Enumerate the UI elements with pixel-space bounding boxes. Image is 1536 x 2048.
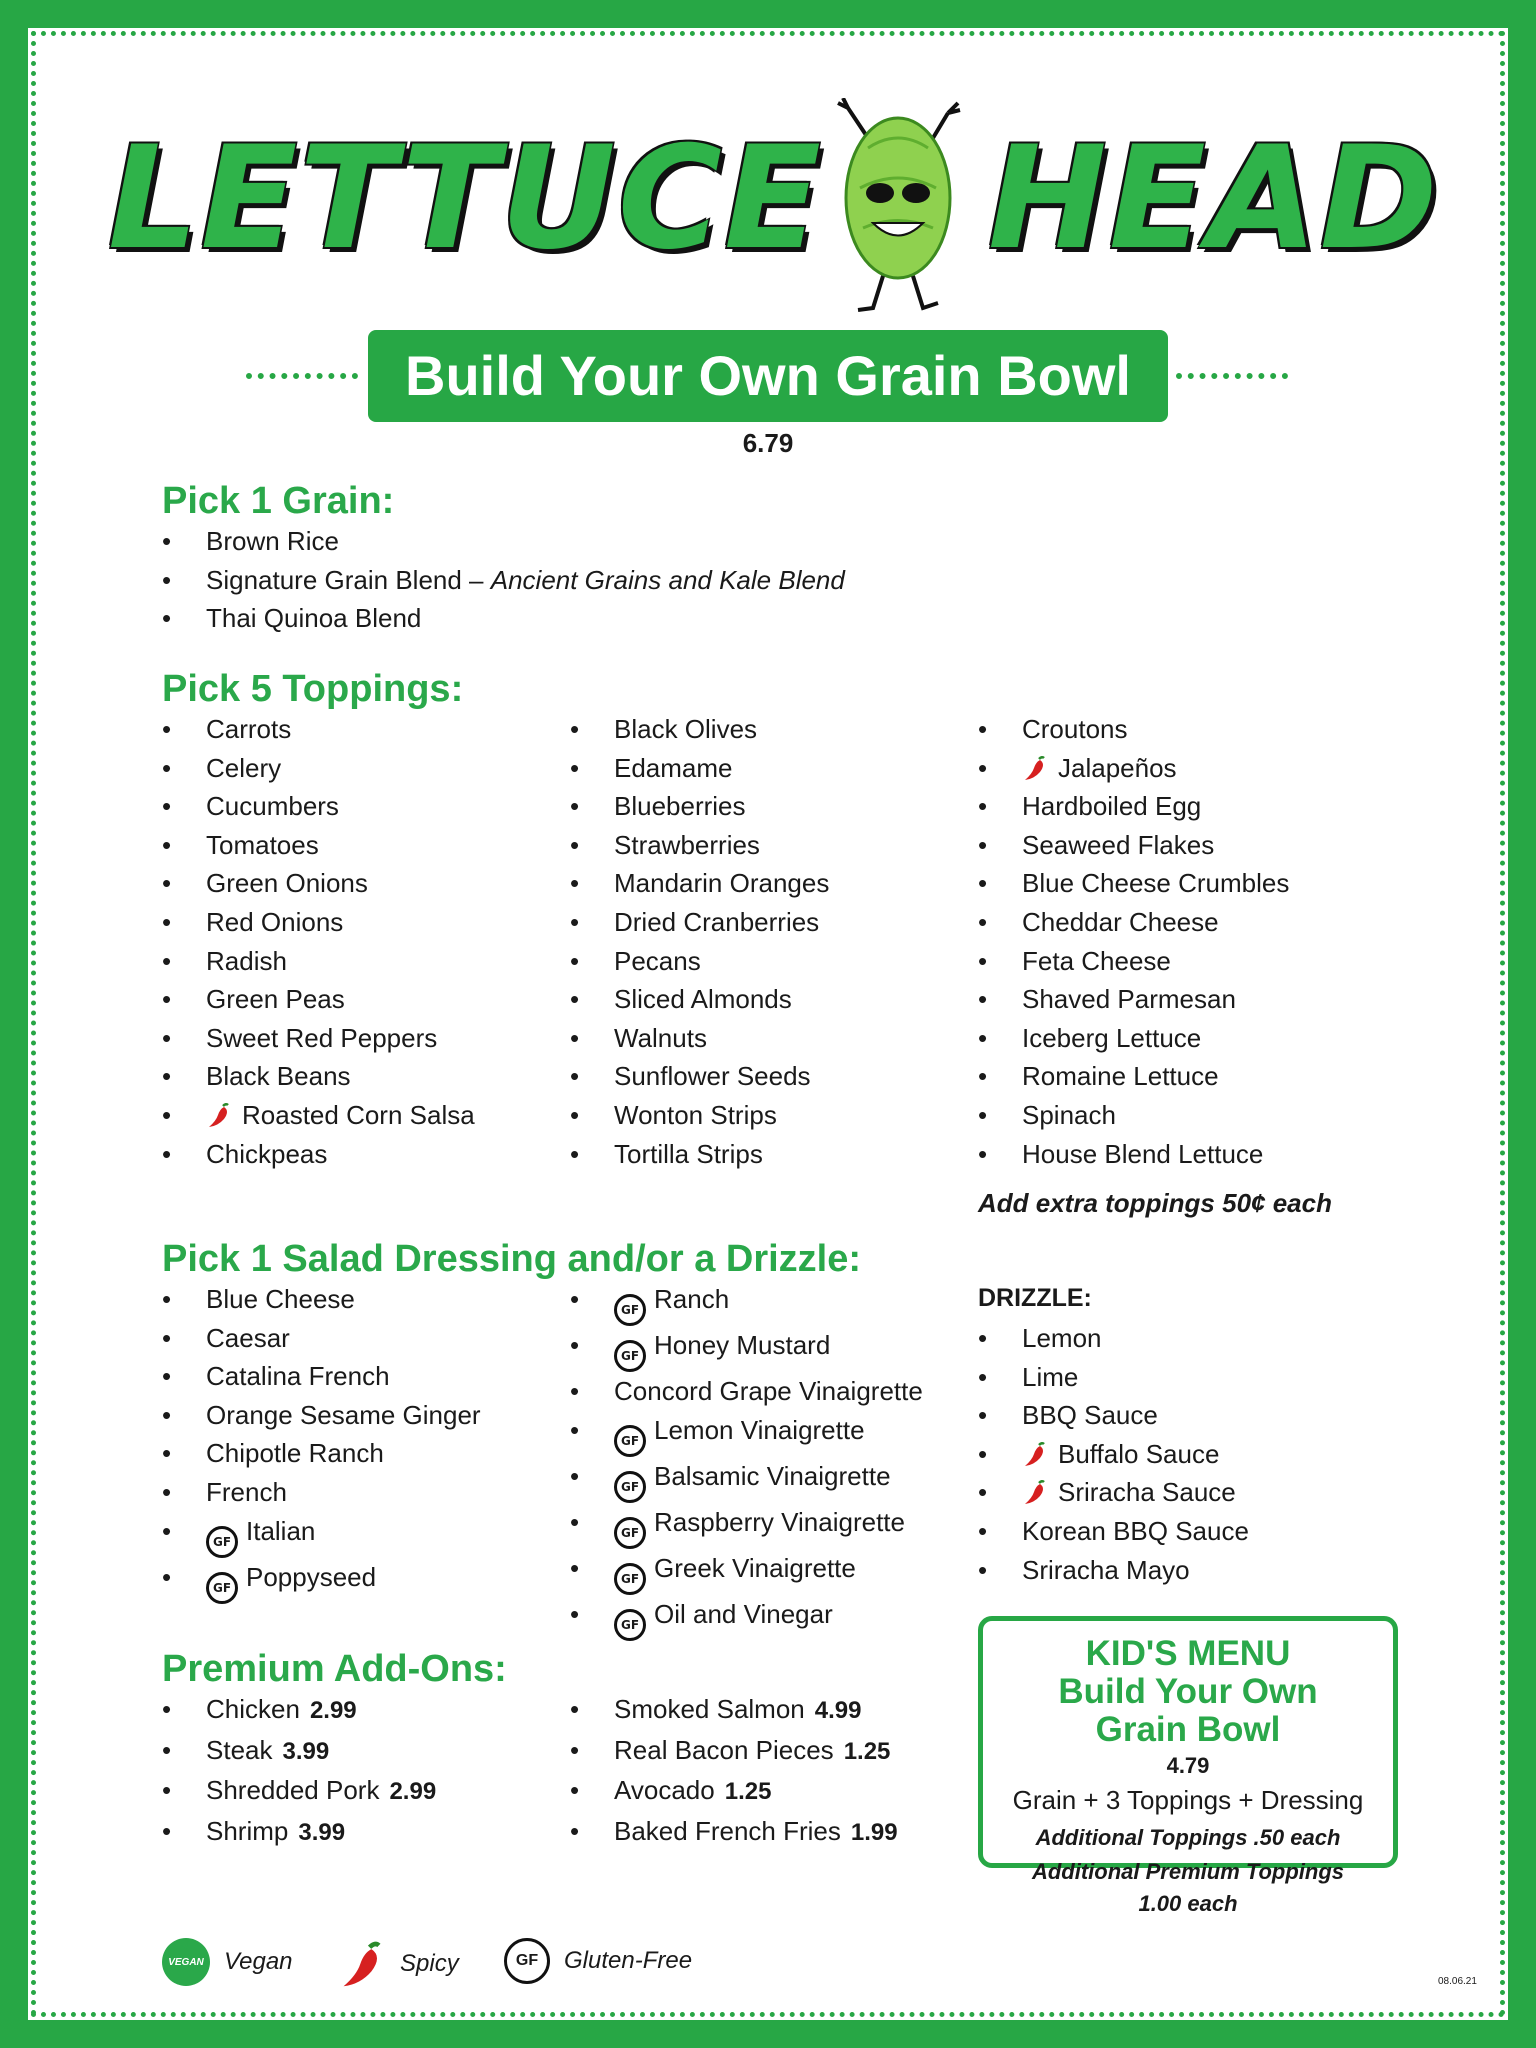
item-label: Iceberg Lettuce <box>1022 1022 1202 1053</box>
item-label: Sriracha Sauce <box>1058 1477 1236 1508</box>
list-item <box>162 1096 475 1135</box>
item-label: Chicken <box>206 1694 300 1724</box>
list-item <box>570 1280 923 1326</box>
gluten-free-icon: GF <box>614 1471 646 1503</box>
item-price: 3.99 <box>282 1737 330 1765</box>
logo-word-right: HEAD <box>988 116 1440 281</box>
list-item <box>162 787 475 826</box>
item-label: Romaine Lettuce <box>1022 1061 1219 1092</box>
list-item <box>162 1731 436 1772</box>
list-item <box>570 1019 829 1058</box>
toppings-column-1 <box>162 710 475 1173</box>
list-item <box>978 1396 1249 1435</box>
grain-name: Signature Grain Blend – <box>206 564 491 595</box>
list-item <box>570 1135 829 1174</box>
list-item <box>162 980 475 1019</box>
menu-date-code: 08.06.21 <box>1438 1976 1477 1987</box>
list-item <box>162 1019 475 1058</box>
item-label: Edamame <box>614 752 733 783</box>
premium-column-1 <box>162 1690 436 1852</box>
gluten-free-icon: GF <box>614 1425 646 1457</box>
gluten-free-icon: GF <box>614 1563 646 1595</box>
item-label: Blueberries <box>614 791 746 822</box>
item-label: Greek Vinaigrette <box>654 1552 856 1583</box>
item-label: Feta Cheese <box>1022 945 1171 976</box>
item-label: Lemon <box>1022 1323 1102 1353</box>
legend-gf-label: Gluten-Free <box>564 1947 693 1974</box>
list-item <box>570 1595 923 1641</box>
item-label: Cucumbers <box>206 791 339 822</box>
drizzle-list <box>978 1319 1249 1589</box>
item-label: Green Onions <box>206 868 368 899</box>
item-label: Hardboiled Egg <box>1022 791 1202 822</box>
toppings-column-3 <box>978 710 1289 1173</box>
item-label: Blue Cheese Crumbles <box>1022 868 1290 899</box>
list-item: • Brown Rice <box>162 522 845 561</box>
item-label: Lime <box>1022 1361 1079 1392</box>
list-item <box>978 1512 1249 1551</box>
list-item <box>978 1358 1249 1397</box>
kids-description: Grain + 3 Toppings + Dressing <box>1012 1785 1364 1815</box>
item-label: Italian <box>246 1515 316 1546</box>
item-label: Lemon Vinaigrette <box>654 1414 865 1445</box>
list-item <box>570 710 829 749</box>
list-item <box>978 980 1289 1019</box>
list-item <box>162 1558 481 1604</box>
item-label: Carrots <box>206 714 292 744</box>
item-label: Ranch <box>654 1284 730 1314</box>
list-item <box>570 826 829 865</box>
toppings-heading: Pick 5 Toppings: <box>162 668 464 710</box>
dressing-column-2 <box>570 1280 923 1641</box>
gluten-free-icon: GF <box>206 1572 238 1604</box>
item-label: Wonton Strips <box>614 1099 777 1130</box>
grain-heading: Pick 1 Grain: <box>162 480 395 522</box>
list-item <box>570 1096 829 1135</box>
kids-title-2: Build Your Own <box>1058 1672 1318 1711</box>
menu-page <box>28 28 1508 2020</box>
legend-spicy <box>338 1938 459 1990</box>
legend-vegan <box>162 1938 293 1986</box>
item-label: Baked French Fries <box>614 1815 841 1846</box>
kids-price: 4.79 <box>1166 1753 1210 1778</box>
list-item <box>978 749 1289 788</box>
list-item <box>570 1503 923 1549</box>
list-item <box>162 1512 481 1558</box>
legend-gluten-free <box>504 1938 692 1984</box>
item-label: Red Onions <box>206 906 344 937</box>
item-label: Pecans <box>614 945 701 976</box>
chili-pepper-icon <box>338 1938 390 1990</box>
item-label: Concord Grape Vinaigrette <box>614 1376 923 1406</box>
page-title: Build Your Own Grain Bowl <box>368 330 1168 422</box>
dotted-divider-left <box>246 373 358 379</box>
list-item: • Thai Quinoa Blend <box>162 599 845 638</box>
list-item <box>570 980 829 1019</box>
item-price: 3.99 <box>298 1818 346 1846</box>
item-price: 4.99 <box>814 1697 862 1724</box>
item-label: House Blend Lettuce <box>1022 1138 1264 1169</box>
item-label: Oil and Vinegar <box>654 1598 833 1629</box>
dotted-divider-right <box>1176 373 1288 379</box>
item-label: Sliced Almonds <box>614 984 792 1015</box>
item-label: Green Peas <box>206 984 345 1015</box>
item-label: Shredded Pork <box>206 1775 380 1806</box>
toppings-column-2 <box>570 710 829 1173</box>
list-item <box>978 942 1289 981</box>
list-item <box>978 1319 1249 1358</box>
item-label: Shaved Parmesan <box>1022 984 1236 1015</box>
list-item <box>570 1812 898 1853</box>
list-item <box>162 1135 475 1174</box>
legend-vegan-label: Vegan <box>224 1948 293 1975</box>
kids-title-1: KID'S MENU <box>1085 1634 1291 1673</box>
list-item <box>570 1771 898 1812</box>
list-item <box>978 1473 1249 1512</box>
legend-spicy-label: Spicy <box>400 1950 459 1977</box>
item-label: Buffalo Sauce <box>1058 1438 1220 1469</box>
list-item <box>162 1434 481 1473</box>
list-item <box>162 1357 481 1396</box>
list-item <box>162 1396 481 1435</box>
kids-title-3: Grain Bowl <box>1095 1710 1281 1749</box>
item-label: Catalina French <box>206 1361 390 1392</box>
gluten-free-icon: GF <box>504 1938 550 1984</box>
item-label: Korean BBQ Sauce <box>1022 1515 1249 1546</box>
list-item <box>570 1457 923 1503</box>
dressing-heading: Pick 1 Salad Dressing and/or a Drizzle: <box>162 1238 862 1280</box>
item-label: Real Bacon Pieces <box>614 1734 834 1765</box>
grain-list <box>162 522 845 638</box>
list-item <box>162 826 475 865</box>
premium-column-2 <box>570 1690 898 1852</box>
list-item <box>978 1135 1289 1174</box>
item-label: Jalapeños <box>1058 752 1177 783</box>
item-label: Smoked Salmon <box>614 1694 805 1724</box>
item-label: Dried Cranberries <box>614 906 820 937</box>
gluten-free-icon: GF <box>614 1340 646 1372</box>
drizzle-heading: DRIZZLE: <box>978 1284 1092 1312</box>
gluten-free-icon: GF <box>614 1609 646 1641</box>
item-label: Croutons <box>1022 714 1128 744</box>
list-item <box>162 561 845 600</box>
list-item <box>570 1690 898 1731</box>
list-item <box>978 1019 1289 1058</box>
item-label: Caesar <box>206 1322 290 1353</box>
list-item <box>978 1435 1249 1474</box>
item-label: Blue Cheese <box>206 1284 355 1314</box>
list-item <box>162 1319 481 1358</box>
item-label: French <box>206 1476 287 1507</box>
item-label: Walnuts <box>614 1022 707 1053</box>
list-item <box>978 1057 1289 1096</box>
item-label: Black Olives <box>614 714 758 744</box>
logo-word-left: LETTUCE <box>108 116 823 281</box>
chili-pepper-icon <box>1022 1478 1050 1506</box>
vegan-icon: VEGAN <box>162 1938 210 1986</box>
list-item <box>978 903 1289 942</box>
list-item <box>978 1551 1249 1590</box>
gluten-free-icon: GF <box>614 1294 646 1326</box>
lettuce-mascot-icon <box>798 98 998 318</box>
item-label: Roasted Corn Salsa <box>242 1099 475 1130</box>
list-item <box>570 1731 898 1772</box>
item-label: Seaweed Flakes <box>1022 829 1215 860</box>
chili-pepper-icon <box>1022 1440 1050 1468</box>
list-item <box>978 864 1289 903</box>
item-price: 1.25 <box>843 1737 891 1765</box>
kids-menu-box <box>978 1616 1398 1916</box>
item-label: Black Beans <box>206 1061 351 1092</box>
item-label: Sunflower Seeds <box>614 1061 811 1092</box>
list-item <box>570 1549 923 1595</box>
list-item <box>162 1771 436 1812</box>
item-label: Chipotle Ranch <box>206 1438 384 1469</box>
item-label: Shrimp <box>206 1815 289 1846</box>
gluten-free-icon: GF <box>206 1526 238 1558</box>
list-item <box>570 1326 923 1372</box>
brand-logo <box>28 98 1508 318</box>
item-price: 1.99 <box>850 1818 898 1846</box>
list-item <box>570 1411 923 1457</box>
chili-pepper-icon <box>206 1101 234 1129</box>
grain-detail: Ancient Grains and Kale Blend <box>490 564 845 595</box>
item-label: Sriracha Mayo <box>1022 1554 1190 1585</box>
item-label: Spinach <box>1022 1099 1116 1130</box>
item-label: Mandarin Oranges <box>614 868 830 899</box>
extra-toppings-note: Add extra toppings 50¢ each <box>978 1188 1332 1218</box>
item-label: Avocado <box>614 1775 715 1806</box>
list-item <box>978 787 1289 826</box>
item-price: 2.99 <box>309 1697 357 1724</box>
list-item <box>162 749 475 788</box>
list-item <box>570 1057 829 1096</box>
item-label: Poppyseed <box>246 1561 377 1592</box>
title-row <box>28 330 1508 422</box>
bowl-price: 6.79 <box>742 428 794 458</box>
list-item <box>978 710 1289 749</box>
item-label: Sweet Red Peppers <box>206 1022 438 1053</box>
list-item <box>978 1096 1289 1135</box>
kids-note-2: Additional Premium Toppings <box>1031 1859 1345 1884</box>
item-label: Cheddar Cheese <box>1022 906 1219 937</box>
item-label: BBQ Sauce <box>1022 1400 1158 1431</box>
list-item <box>162 1280 481 1319</box>
item-label: Honey Mustard <box>654 1330 831 1360</box>
item-price: 1.25 <box>724 1778 772 1806</box>
item-price: 2.99 <box>389 1778 437 1806</box>
list-item <box>162 1812 436 1853</box>
kids-note-3: 1.00 each <box>1138 1891 1238 1916</box>
list-item <box>162 1690 436 1731</box>
item-label: Orange Sesame Ginger <box>206 1399 481 1430</box>
item-label: Chickpeas <box>206 1138 328 1169</box>
list-item <box>570 903 829 942</box>
item-label: Steak <box>206 1734 273 1765</box>
list-item <box>570 864 829 903</box>
list-item <box>162 1473 481 1512</box>
list-item <box>162 864 475 903</box>
dressing-column-1 <box>162 1280 481 1604</box>
list-item <box>570 942 829 981</box>
premium-heading: Premium Add-Ons: <box>162 1648 507 1690</box>
item-label: Tortilla Strips <box>614 1138 763 1169</box>
item-label: Celery <box>206 752 282 783</box>
list-item <box>162 903 475 942</box>
kids-note-1: Additional Toppings .50 each <box>1035 1825 1341 1850</box>
item-label: Radish <box>206 945 287 976</box>
list-item <box>978 826 1289 865</box>
list-item <box>570 787 829 826</box>
item-label: Tomatoes <box>206 829 319 860</box>
list-item <box>162 1057 475 1096</box>
gluten-free-icon: GF <box>614 1517 646 1549</box>
item-label: Raspberry Vinaigrette <box>654 1506 905 1537</box>
list-item <box>570 1372 923 1411</box>
list-item <box>570 749 829 788</box>
list-item <box>162 710 475 749</box>
item-label: Balsamic Vinaigrette <box>654 1460 891 1491</box>
item-label: Strawberries <box>614 829 760 860</box>
list-item <box>162 942 475 981</box>
chili-pepper-icon <box>1022 754 1050 782</box>
